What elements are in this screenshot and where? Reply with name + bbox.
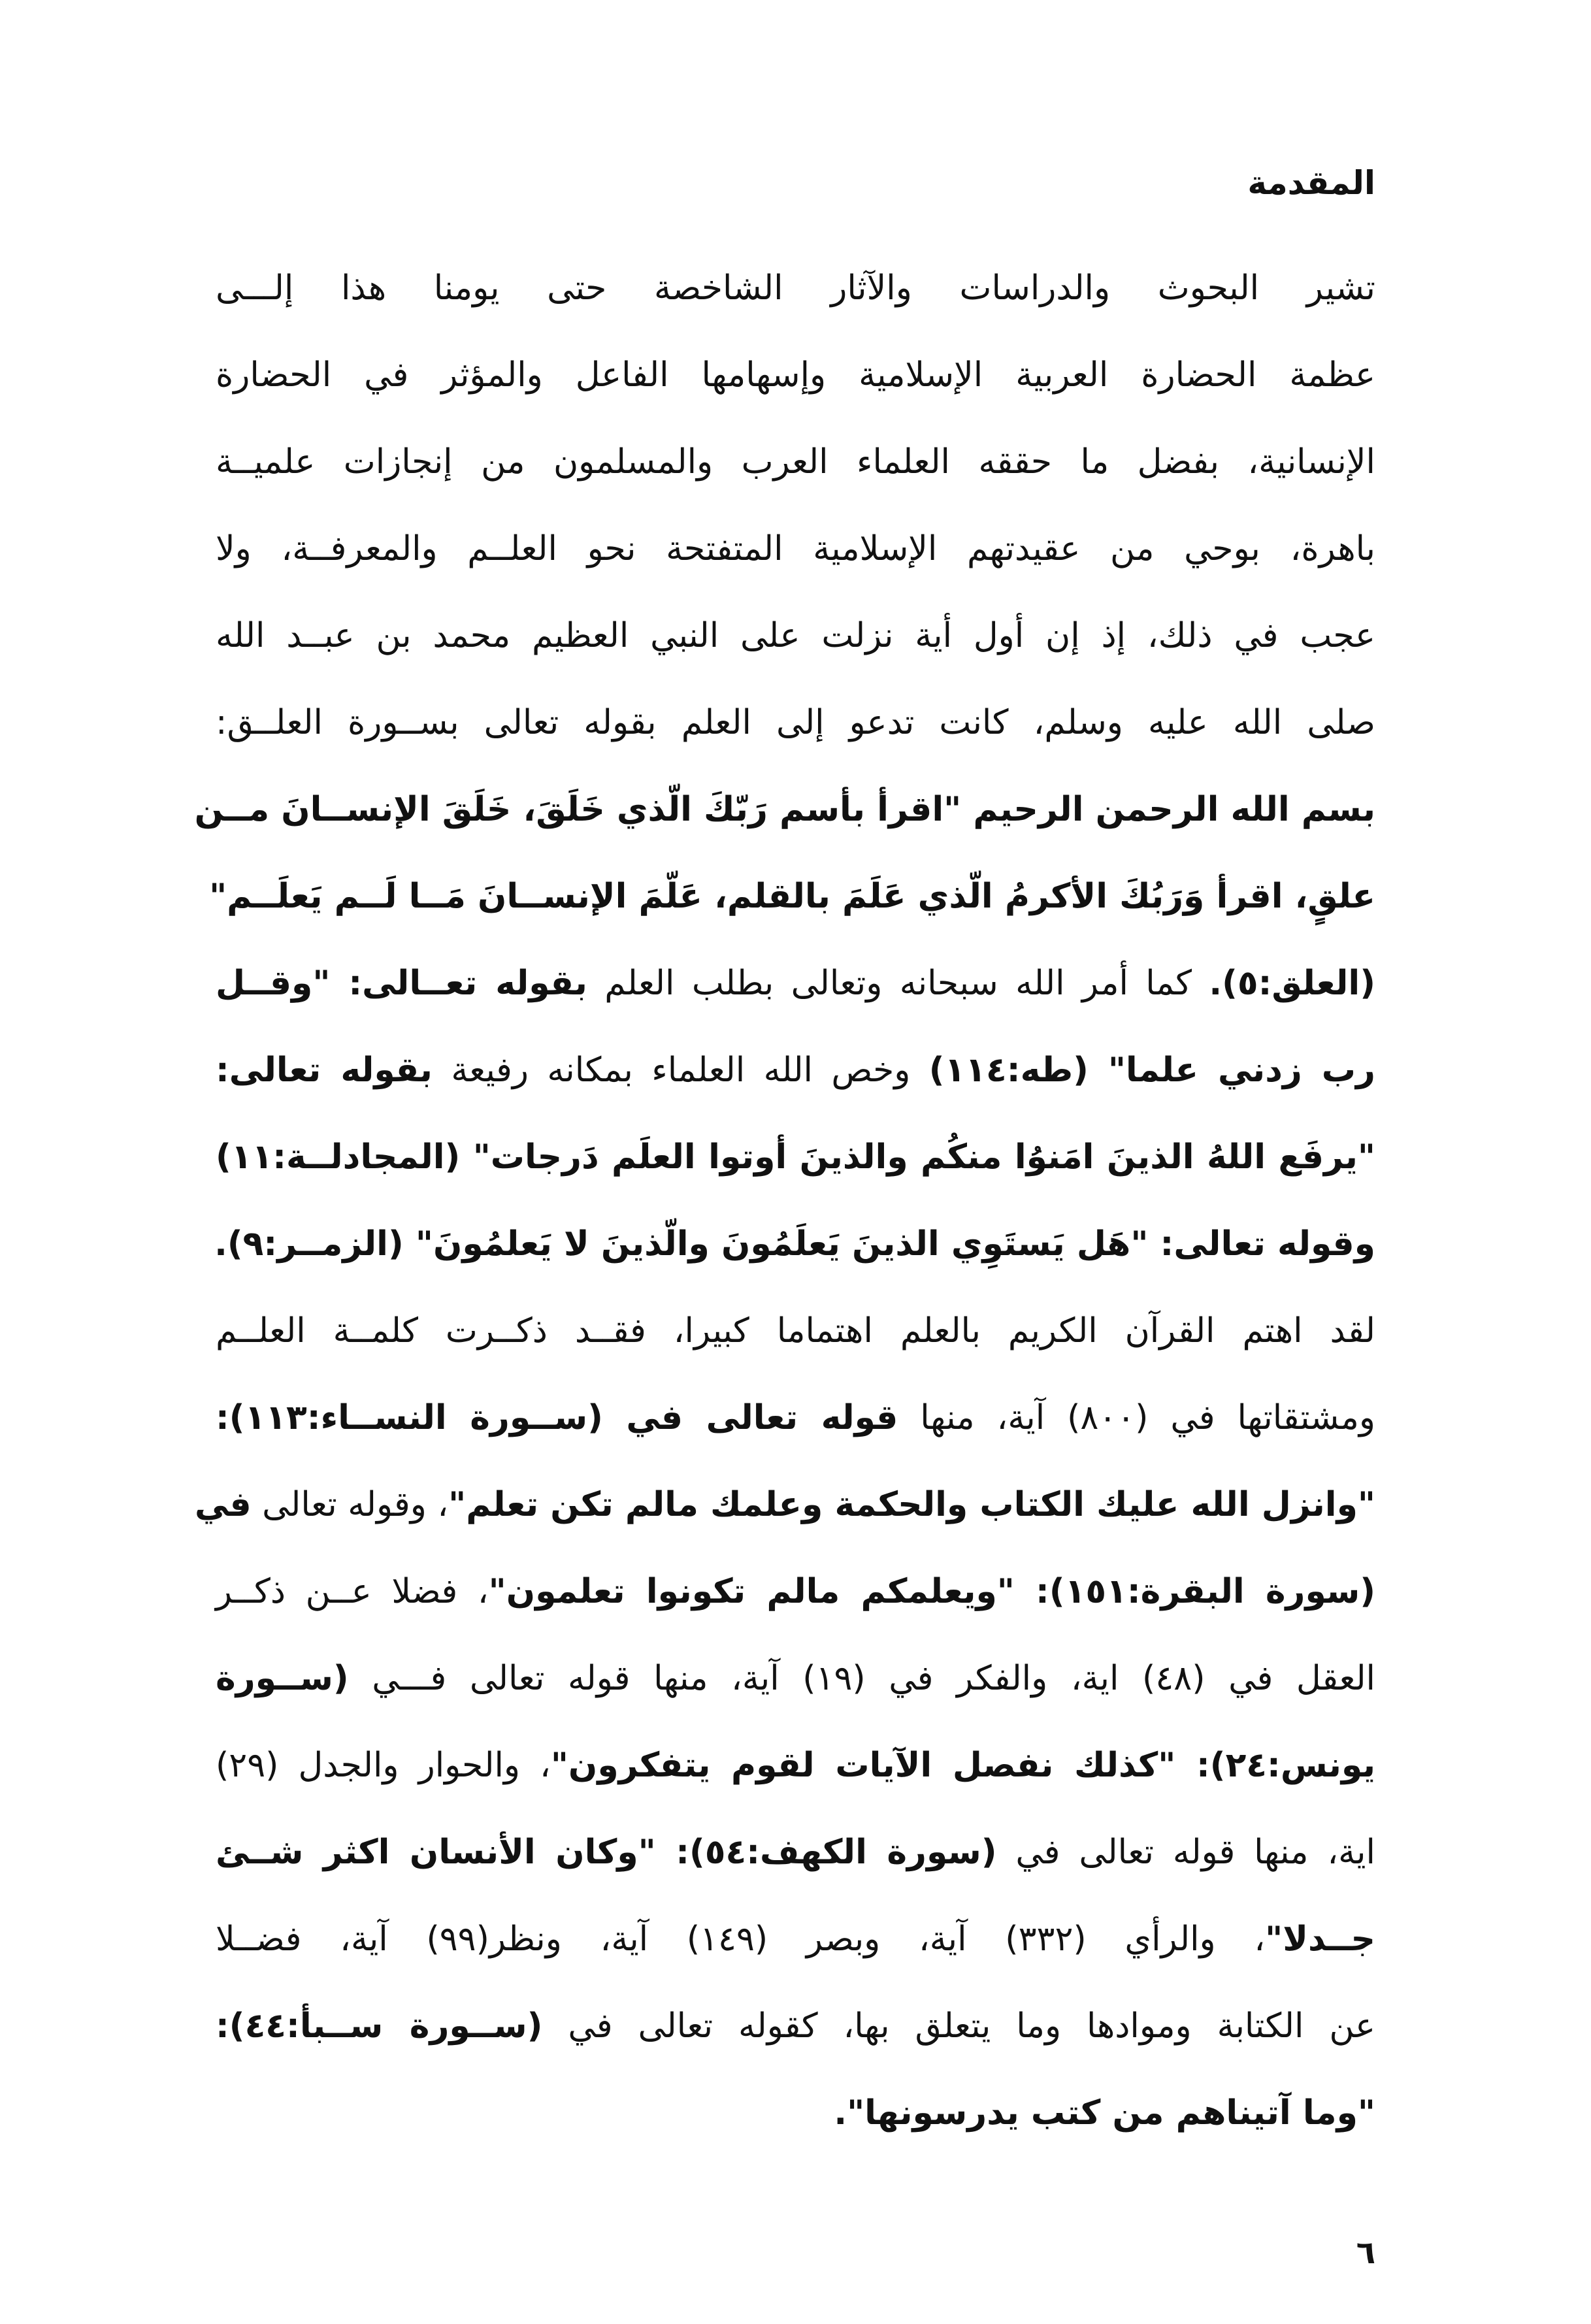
text-line [216,1201,1375,1288]
text-segment: ، فضلا عــن ذكــر [216,1572,489,1611]
text-segment: ومشتقاتها في (٨٠٠) آية، منها [898,1398,1375,1437]
text-segment: عظمة الحضارة العربية الإسلامية وإسهامها الفاعل والمؤثر في الحضارة [216,355,1375,395]
bold-text-segment: (سورة الكهف:٥٤): "وكان الأنسان اكثر شــئ [216,1833,997,1872]
page-number: ٦ [1356,2234,1375,2271]
text-segment: صلى الله عليه وسلم، كانت تدعو إلى العلم بقوله تعالى بســورة العلــق: [216,703,1375,742]
text-segment: الإنسانية، بفضل ما حققه العلماء العرب والمسلمون من إنجازات علميــة [216,442,1375,482]
text-line [216,593,1375,679]
text-line [216,1896,1375,1983]
bold-text-segment: "وانزل الله عليك الكتاب والحكمة وعلمك مالم تكن تعلم" [448,1485,1375,1524]
bold-text-segment: يونس:٢٤): "كذلك نفصل الآيات لقوم يتفكرون" [550,1746,1375,1785]
text-line [209,853,1375,940]
bold-text-segment: "وما آتيناهم من كتب يدرسونها". [834,2093,1375,2133]
bold-text-segment: بقوله تعــالى: "وقــل [216,964,587,1003]
text-line [216,506,1375,593]
text-segment: وخص الله العلماء بمكانه رفيعة [432,1051,929,1090]
text-segment: لقد اهتم القرآن الكريم بالعلم اهتماما كبيرا، فقــد ذكــرت كلمــة العلــم [216,1311,1375,1350]
bold-text-segment: (العلق:٥). [1209,964,1375,1003]
text-line [216,1027,1375,1114]
bold-text-segment: علقٍ، اقرأ وَرَبُكَ الأكرمُ الّذي عَلَمَ بالقلم، عَلّمَ الإنســانَ مَــا لَــم يَعلَــم" [209,877,1375,916]
text-line [216,1114,1375,1201]
text-segment: تشير البحوث والدراسات والآثار الشاخصة حتى يومنا هذا إلـــى [216,269,1375,308]
text-segment: ، والحوار والجدل (٢٩) [216,1746,551,1785]
bold-text-segment: (سورة البقرة:١٥١): "ويعلمكم مالم تكونوا تعلمون" [488,1572,1375,1611]
text-line [194,766,1375,853]
text-line [216,1809,1375,1896]
text-line [216,679,1375,766]
text-segment: عن الكتابة وموادها وما يتعلق بها، كقوله تعالى في [542,2006,1375,2046]
bold-text-segment: رب زدني علما" (طه:١١٤) [928,1051,1375,1090]
text-line [216,1375,1375,1462]
text-line [216,940,1375,1027]
bold-text-segment: (ســورة ســبأ:٤٤): [216,2006,543,2046]
text-segment: اية، منها قوله تعالى في [996,1833,1375,1872]
text-segment: ، والرأي (٣٣٢) آية، وبصر (١٤٩) آية، ونظر(٩٩) آية، فضــلا [216,1920,1266,1959]
page-heading: المقدمة [1247,164,1375,202]
bold-text-segment: قوله تعالى في (ســورة النســاء:١١٣): [216,1398,898,1437]
text-line [216,1983,1375,2070]
text-line [216,245,1375,332]
text-line [216,1288,1375,1375]
text-line [216,419,1375,506]
bold-text-segment: بقوله تعالى: [216,1051,433,1090]
text-line [216,1548,1375,1635]
text-segment: كما أمر الله سبحانه وتعالى بطلب العلم [587,964,1209,1003]
text-segment: باهرة، بوحي من عقيدتهم الإسلامية المتفتحة نحو العلــم والمعرفــة، ولا [216,529,1375,568]
bold-text-segment: (ســورة [216,1659,349,1698]
text-segment: ، وقوله تعالى [251,1485,449,1524]
bold-text-segment: بسم الله الرحمن الرحيم "اقرأ بأسم رَبّكَ الّذي خَلَقَ، خَلَقَ الإنســانَ مــن [194,790,1375,829]
bold-text-segment: جــدلا" [1265,1920,1376,1959]
text-line [194,1462,1375,1548]
text-segment: العقل في (٤٨) اية، والفكر في (١٩) آية، منها قوله تعالى فـــي [348,1659,1375,1698]
text-line [216,1635,1375,1722]
bold-text-segment: "يرفَع اللهُ الذينَ امَنوُا منكُم والذينَ أوتوا العلَم دَرجات" (المجادلــة:١١) [216,1137,1375,1177]
body-paragraph [194,245,1376,2157]
text-line [216,2070,1375,2157]
bold-text-segment: في [194,1485,252,1524]
text-segment: عجب في ذلك، إذ إن أول أية نزلت على النبي العظيم محمد بن عبــد الله [216,616,1375,655]
text-line [216,332,1375,419]
bold-text-segment: وقوله تعالى: "هَل يَستَوِي الذينَ يَعلَمُونَ والّذينَ لا يَعلمُونَ" (الزمــر:٩). [214,1224,1375,1264]
text-line [216,1722,1375,1809]
